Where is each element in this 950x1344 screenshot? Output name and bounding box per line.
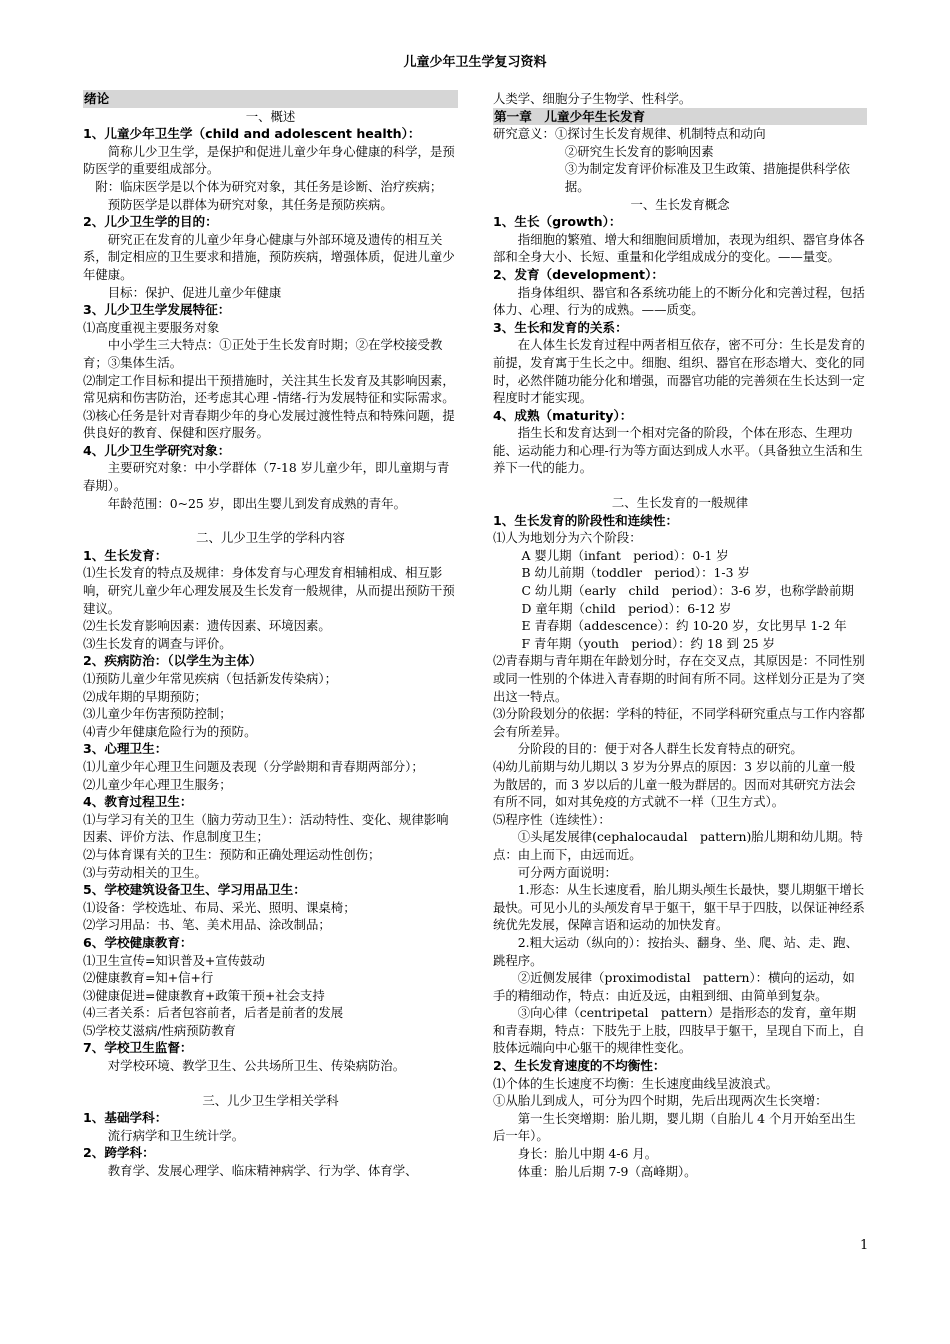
paragraph: ⑶儿童少年伤害预防控制； [83,706,232,722]
paragraph: C 幼儿期（early child period）：3-6 岁，也称学龄前期 [521,583,854,599]
subheading: 4、教育过程卫生： [83,794,193,810]
paragraph: 人类学、细胞分子生物学、性科学。 [493,91,692,106]
paragraph: ③为制定发育评价标准及卫生政策、措施提供科学依据。 [564,161,850,194]
paragraph: B 幼儿前期（toddler period）：1-3 岁 [521,565,750,581]
paragraph: ⑷三者关系：后者包容前者，后者是前者的发展 [83,1005,344,1021]
paragraph: 在人体生长发育过程中两者相互依存，密不可分：生长是发育的前提，发育寓于生长之中。细胞、组织、器官在形态增大、变化的同时，必然伴随功能分化和增强，而器官功能的完善须在生长达到一定程度时才能实现。 [493,337,865,406]
subheading: 2、跨学科： [83,1145,155,1161]
paragraph: 体重：胎儿后期 7-9（高峰期）。 [517,1163,697,1179]
paragraph: ⑸程序性（连续性）： [493,811,611,827]
paragraph: 指生长和发育达到一个相对完备的阶段，个体在形态、生理功能、运动能力和心理-行为等方面达到成人水平。（具备独立生活和生养下一代的能力。 [493,425,863,476]
paragraph: ⑶健康促进=健康教育+政策干预+社会支持 [83,987,325,1003]
subheading: 2、生长发育速度的不均衡性： [493,1058,666,1074]
chapter-heading: 绪论 [83,90,458,108]
paragraph: ⑷青少年健康危险行为的预防。 [83,723,257,739]
subheading: 6、学校健康教育： [83,934,193,950]
paragraph: ⑴卫生宣传=知识普及+宣传鼓动 [83,952,265,968]
paragraph: ⑴与学习有关的卫生（脑力劳动卫生）：活动特性、变化、规律影响因素、评价方法、作息制度卫生； [83,811,449,845]
subheading: 3、心理卫生： [83,741,168,757]
section-heading: 一、生长发育概念 [630,196,730,212]
paragraph: 第一生长突增期：胎儿期，婴儿期（自胎儿 4 个月开始至出生后一年）。 [493,1110,856,1144]
paragraph: 2.粗大运动（纵向的）：按抬头、翻身、坐、爬、站、走、跑、跳程序。 [493,934,858,968]
paragraph: ⑴预防儿童少年常见疾病（包括新发传染病）； [83,671,338,686]
section-heading: 二、生长发育的一般规律 [611,495,749,511]
paragraph: 教育学、发展心理学、临床精神病学、行为学、体育学、 [107,1163,418,1179]
subheading: 1、生长发育的阶段性和连续性： [493,512,679,528]
paragraph: ⑵学习用品：书、笔、美术用品、涂改制品； [83,917,331,933]
spacer [83,512,458,521]
paragraph: ⑶核心任务是针对青春期少年的身心发展过渡性特点和特殊问题，提供良好的教育、保健和医疗服务。 [83,407,455,441]
paragraph: ⑵与体育课有关的卫生：预防和正确处理运动性创伤； [83,846,381,862]
paragraph: ⑷幼儿前期与幼儿期以 3 岁为分界点的原因：3 岁以前的儿童一般为散居的，而 3 岁以后的儿童一般为群居的。因而对其研究方法会有所不同，如对其免疫的方式就不一样（卫生方式）。 [493,758,856,810]
document-title: 儿童少年卫生学复习资料 [403,55,547,70]
paragraph: ①从胎儿到成人，可分为四个时期，先后出现两次生长突增： [493,1093,828,1109]
paragraph: ⑴设备：学校选址、布局、采光、照明、课桌椅； [83,899,356,915]
paragraph: ③向心律（centripetal pattern）是指形态的发育，童年期和青春期，特点：下肢先于上肢，四肢早于躯干，呈现自下而上，自肢体远端向中心躯干的规律性变化。 [493,1005,865,1056]
subheading: 2、儿少卫生学的目的： [83,214,218,230]
subheading: 2、发育（development）： [493,266,664,282]
paragraph: ⑵儿童少年心理卫生服务； [83,776,232,792]
subheading: 1、生长（growth）： [493,214,622,230]
paragraph: ⑸学校艾滋病/性病预防教育 [83,1022,236,1038]
chapter-heading: 第一章 儿童少年生长发育 [493,108,867,126]
subheading: 3、儿少卫生学发展特征： [83,302,231,318]
subheading: 1、基础学科： [83,1110,168,1126]
paragraph: 附：临床医学是以个体为研究对象，其任务是诊断、治疗疾病； [83,178,443,194]
spacer [83,1075,458,1084]
paragraph: 目标：保护、促进儿童少年健康 [107,284,282,300]
paragraph: F 青年期（youth period）：约 18 到 25 岁 [521,635,775,651]
paragraph: ⑴个体的生长速度不均衡：生长速度曲线呈波浪式。 [493,1075,778,1091]
subheading: 1、生长发育： [83,547,168,563]
paragraph: ⑵青春期与青年期在年龄划分时，存在交叉点，其原因是：不同性别或同一性别的个体进入青春期的时间有所不同。这样划分正是为了突出这一特点。 [493,653,865,704]
paragraph: 流行病学和卫生统计学。 [107,1127,245,1143]
paragraph: 主要研究对象：中小学群体（7-18 岁儿童少年，即儿童期与青春期）。 [83,460,450,494]
paragraph: ①头尾发展律(cephalocaudal pattern)胎儿期和幼儿期。特点：由上而下，由远而近。 [493,829,863,862]
paragraph: 简称儿少卫生学，是保护和促进儿童少年身心健康的科学，是预防医学的重要组成部分。 [83,143,455,177]
paragraph: ⑴儿童少年心理卫生问题及表现（分学龄期和青春期两部分）； [83,758,424,774]
paragraph: ⑴高度重视主要服务对象 [83,319,220,335]
paragraph: 对学校环境、教学卫生、公共场所卫生、传染病防治。 [107,1058,406,1074]
paragraph: D 童年期（child period）：6-12 岁 [521,600,732,616]
subheading: 5、学校建筑设备卫生、学习用品卫生： [83,882,306,898]
subheading: 4、成熟（maturity）： [493,407,633,423]
paragraph: 研究正在发育的儿童少年身心健康与外部环境及遗传的相互关系，制定相应的卫生要求和措施，预防疾病，增强体质，促进儿童少年健康。 [83,231,455,282]
paragraph: ⑴人为地划分为六个阶段： [493,530,642,546]
section-heading: 二、儿少卫生学的学科内容 [196,530,345,546]
subheading: 3、生长和发育的关系： [493,319,628,335]
right-column [493,90,867,1180]
paragraph: ⑵生长发育影响因素：遗传因素、环境因素。 [83,618,331,634]
subheading: 4、儿少卫生学研究对象： [83,442,231,458]
paragraph: ②近侧发展律（proximodistal pattern）：横向的运动，如手的精细动作，特点：由近及远，由粗到细、由简单到复杂。 [493,970,855,1003]
paragraph: ⑶分阶段划分的依据：学科的特征，不同学科研究重点与工作内容都会有所差异。 [493,706,865,739]
paragraph: 中小学生三大特点：①正处于生长发育时期；②在学校接受教育；③集体生活。 [83,337,443,370]
paragraph: A 婴儿期（infant period）：0-1 岁 [521,547,729,563]
paragraph: ②研究生长发育的影响因素 [564,143,714,159]
paragraph: E 青春期（addescence）：约 10-20 岁，女比男早 1-2 年 [521,618,847,634]
paragraph: ⑶与劳动相关的卫生。 [83,864,207,880]
section-heading: 三、儿少卫生学相关学科 [202,1092,339,1108]
paragraph: 研究意义：①探讨生长发育规律、机制特点和动向 [493,126,766,142]
paragraph: 可分两方面说明： [517,864,617,880]
section-heading: 一、概述 [245,108,296,124]
paragraph: ⑵成年期的早期预防； [83,688,207,704]
paragraph: 指细胞的繁殖、增大和细胞间质增加，表现为组织、器官身体各部和全身大小、长短、重量和化学组成成分的变化。——量变。 [493,231,865,265]
paragraph: 分阶段的目的：便于对各人群生长发育特点的研究。 [517,741,803,757]
subheading: 7、学校卫生监督： [83,1040,193,1056]
paragraph: 指身体组织、器官和各系统功能上的不断分化和完善过程，包括体力、心理、行为的成熟。——质变。 [493,284,865,318]
left-column [83,90,458,1180]
paragraph: ⑴生长发育的特点及规律：身体发育与心理发育相辅相成、相互影响，研究儿童少年心理发展及生长发育一般规律，从而提出预防干预建议。 [83,565,455,616]
paragraph: 身长：胎儿中期 4-6 月。 [517,1146,658,1162]
paragraph: ⑵健康教育=知+信+行 [83,970,214,986]
paragraph: 年龄范围：0~25 岁，即出生婴儿到发育成熟的青年。 [107,495,406,511]
paragraph: 预防医学是以群体为研究对象，其任务是预防疾病。 [107,196,393,212]
subheading: 2、疾病防治：（以学生为主体） [83,653,262,669]
paragraph: ⑵制定工作目标和提出干预措施时，关注其生长发育及其影响因素，常见病和伤害防治，还考虑其心理 -情绪-行为发展特征和实际需求。 [83,372,455,406]
subheading: 1、儿童少年卫生学（child and adolescent health）： [83,126,421,142]
paragraph: ⑶生长发育的调查与评价。 [83,635,232,651]
paragraph: 1.形态：从生长速度看，胎儿期头颅生长最快，婴儿期躯干增长最快。可见小儿的头颅发育早于躯干，躯干早于四肢，以保证神经系统优先发展，保障言语和运动的加快发育。 [493,882,865,933]
page-number: 1 [860,1238,869,1253]
spacer [493,477,867,486]
